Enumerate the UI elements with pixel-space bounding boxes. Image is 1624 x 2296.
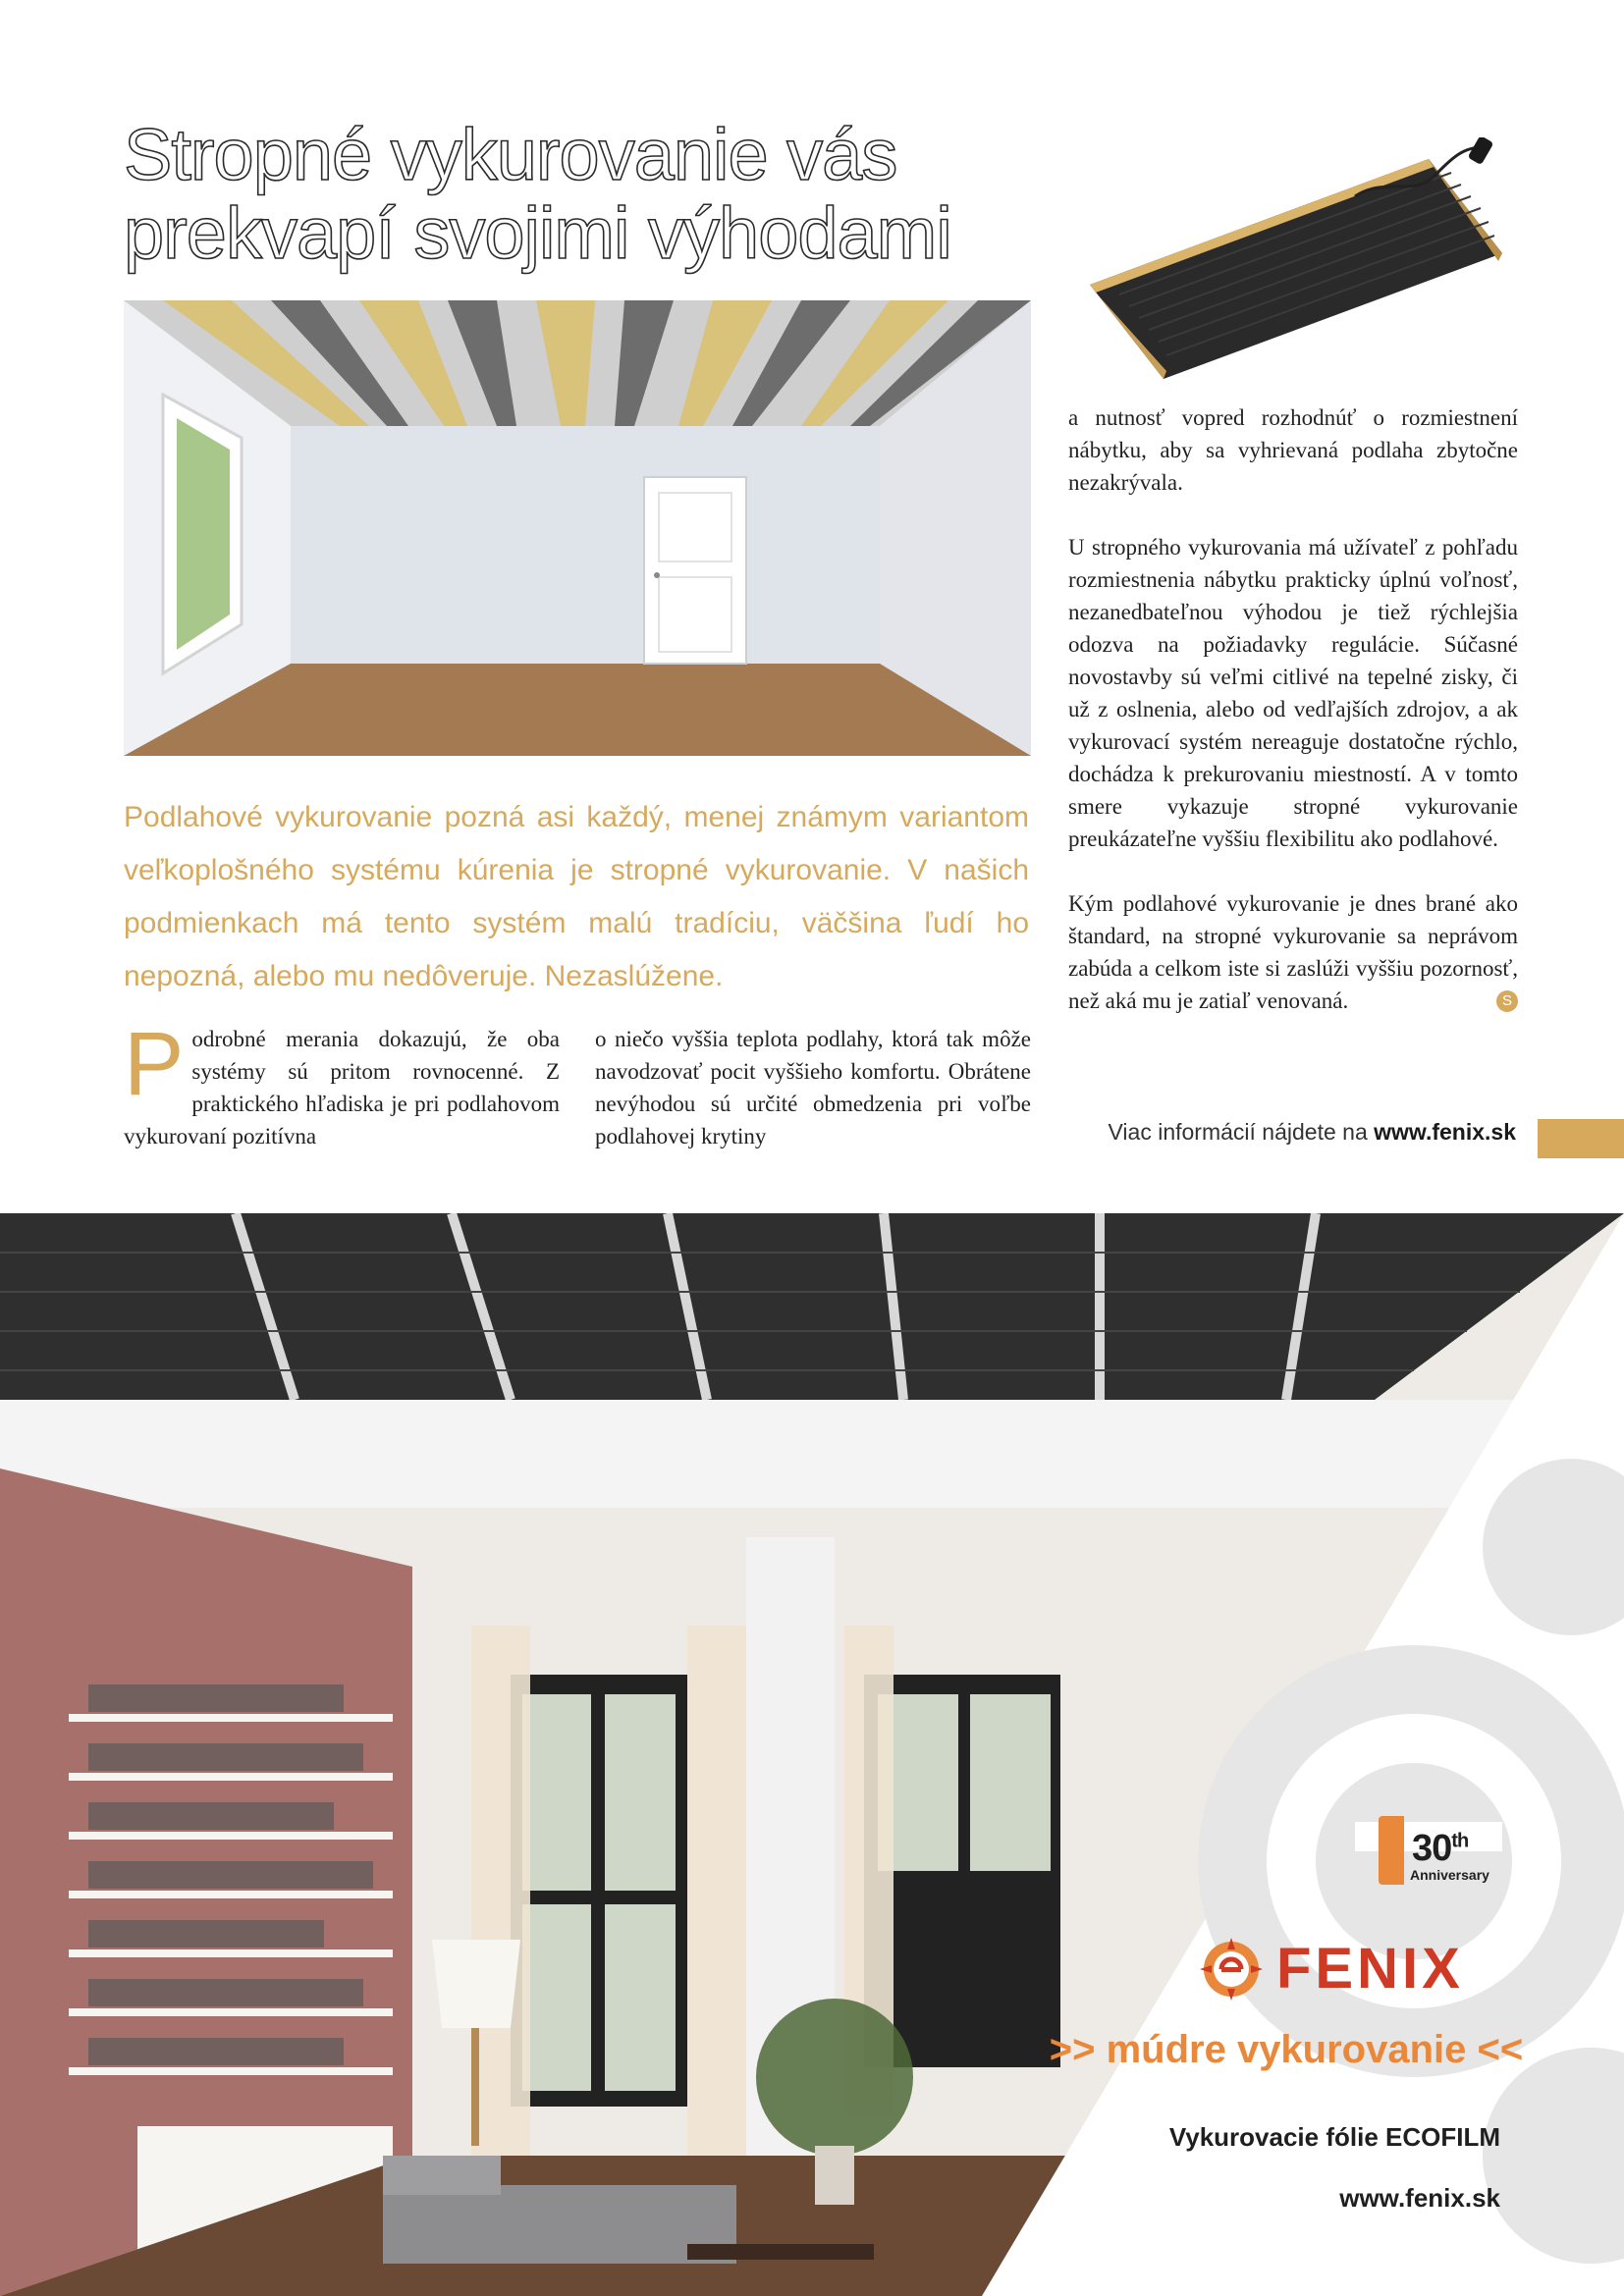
article-column-3-paragraph-3-text: Kým podlahové vykurovanie je dnes brané ako štandard, na stropné vykurovanie sa neprávom zabúda a celkom iste si zaslúži vyššiu pozornosť, než aká mu je zatiaľ venovaná. xyxy=(1068,891,1518,1013)
anniversary-suffix: th xyxy=(1451,1830,1469,1852)
article-column-3 xyxy=(1068,401,1518,1017)
page-edge-tab xyxy=(1538,1119,1624,1158)
article-column-1 xyxy=(124,1014,560,1152)
ad-product: Vykurovacie fólie ECOFILM xyxy=(1168,2122,1500,2152)
heating-panel-image xyxy=(1060,137,1522,383)
article-title xyxy=(124,116,1056,273)
article-column-2: o niečo vyššia teplota podlahy, ktorá tak môže navodzovať pocit vyššieho komfortu. Obrátene nevýhodou sú určité obmedzenia pri voľbe podlahovej krytiny xyxy=(595,1027,1031,1148)
more-info-line xyxy=(1070,1119,1516,1146)
more-info-prefix: Viac informácií nájdete na xyxy=(1108,1119,1375,1145)
anniversary-number-value: 30 xyxy=(1412,1828,1452,1869)
fenix-logo[interactable] xyxy=(1200,1936,1464,2002)
drop-cap: P xyxy=(124,1014,185,1114)
ceiling-heating-room-image xyxy=(124,300,1031,756)
anniversary-badge xyxy=(1379,1816,1496,1885)
article-column-1-text: odrobné merania dokazujú, že oba systémy sú pritom rovnocenné. Z praktického hľadiska je pri podlahovom vykurovaní pozitívna xyxy=(124,1027,560,1148)
anniversary-number xyxy=(1412,1828,1468,1870)
article-column-3-paragraph-1: a nutnosť vopred rozhodnúť o rozmiestnení nábytku, aby sa vyhrievaná podlaha zbytočne nezakrývala. xyxy=(1068,405,1518,495)
article-title-line1: Stropné vykurovanie vás xyxy=(124,114,897,195)
article-lead: Podlahové vykurovanie pozná asi každý, menej známym variantom veľkoplošného systému kúrenia je stropné vykurovanie. V našich podmienkach má tento systém malú tradíciu, väčšina ľudí ho nepozná, alebo mu nedôveruje. Nezaslúžene. xyxy=(124,801,1029,992)
article-title-line2: prekvapí svojimi výhodami xyxy=(124,192,951,274)
article-column-3-paragraph-2: U stropného vykurovania má užívateľ z pohľadu rozmiestnenia nábytku prakticky úplnú voľnosť, nezanedbateľnou výhodou je tiež rýchlejšia odozva na požiadavky regulácie. Súčasné novostavby sú veľmi citlivé na tepelné zisky, či už z oslnenia, alebo od vedľajších zdrojov, a ak vykurovací systém nereaguje dostatočne rýchlo, dochádza k prekurovaniu miestností. A v tomto smere vykazuje stropné vykurovanie preukázateľne vyššiu flexibilitu ako podlahové. xyxy=(1068,535,1518,851)
anniversary-frame xyxy=(1379,1816,1404,1885)
brand-name: FENIX xyxy=(1276,1937,1464,2001)
anniversary-word: Anniversary xyxy=(1410,1867,1489,1883)
article-column-3-paragraph-3 xyxy=(1068,887,1518,1017)
ad-slogan: >> múdre vykurovanie << xyxy=(1049,2028,1524,2071)
ad-website-link[interactable]: www.fenix.sk xyxy=(1339,2183,1500,2213)
more-info-link[interactable]: www.fenix.sk xyxy=(1374,1119,1516,1145)
end-of-article-icon: S xyxy=(1496,990,1518,1012)
fenix-sun-icon xyxy=(1200,1938,1263,2001)
